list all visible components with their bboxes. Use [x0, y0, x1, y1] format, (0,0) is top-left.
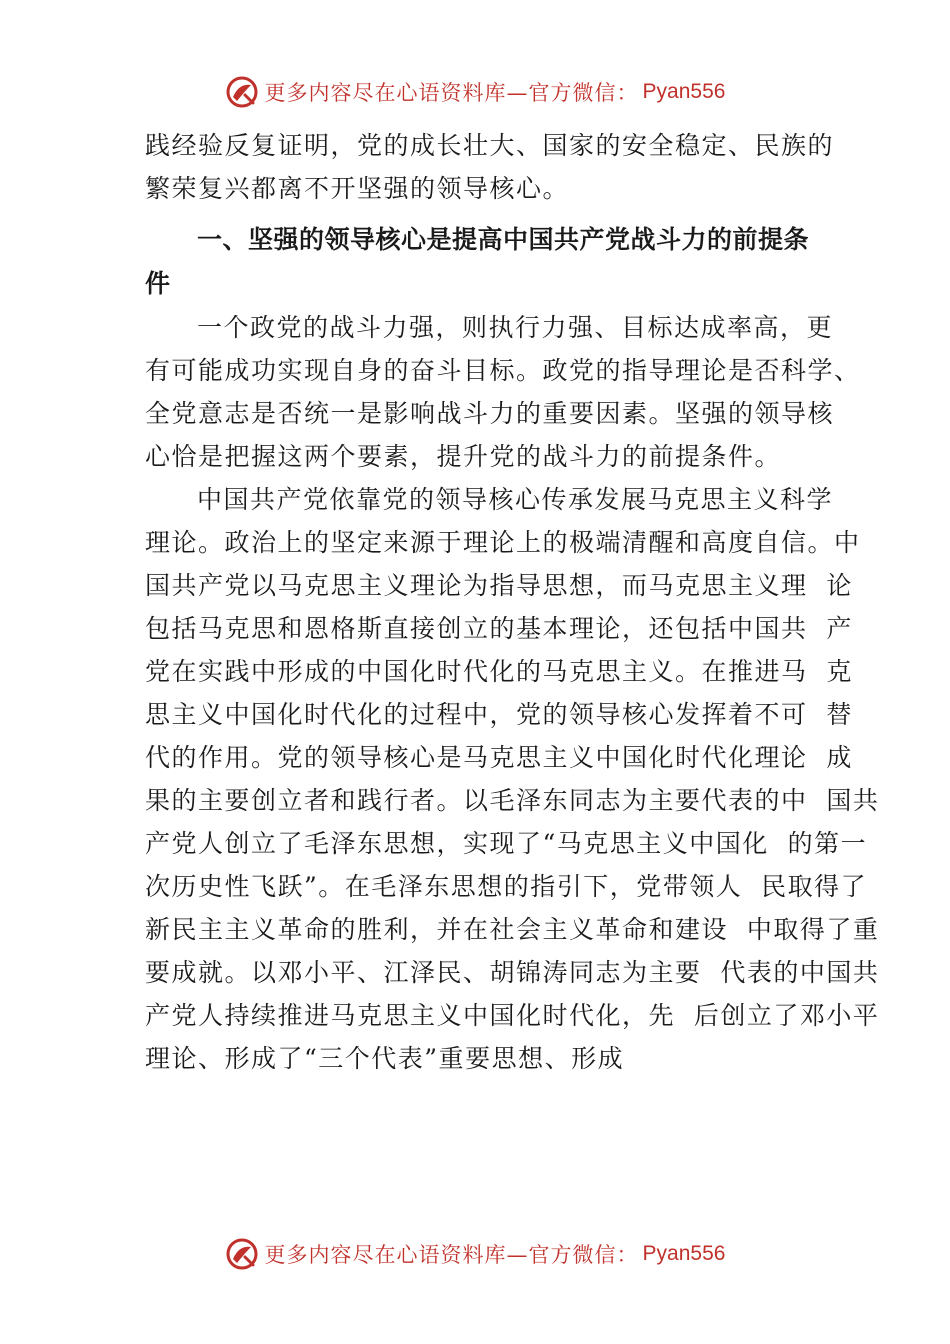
paragraph1-line-1: 一个政党的战斗力强，则执行力强、目标达成率高，更 — [197, 313, 834, 342]
intro-line-1: 践经验反复证明，党的成长壮大、国家的安全稳定、民族的 — [145, 131, 835, 160]
paragraph2-line-9: 产党人创立了毛泽东思想，实现了“马克思主义中国化 的第一 — [145, 829, 868, 858]
watermark-text: 更多内容尽在心语资料库—官方微信： — [264, 81, 639, 105]
watermark-text: 更多内容尽在心语资料库—官方微信： — [264, 1243, 639, 1267]
paragraph2-line-4: 包括马克思和恩格斯直接创立的基本理论，还包括中国共 产 — [145, 614, 853, 643]
paragraph2-line-2: 理论。政治上的坚定来源于理论上的极端清醒和高度自信。中 — [145, 528, 861, 557]
paragraph2-line-5: 党在实践中形成的中国化时代化的马克思主义。在推进马 克 — [145, 657, 853, 686]
intro-line-2: 繁荣复兴都离不开坚强的领导核心。 — [145, 174, 570, 203]
watermark-handle: Pyan556 — [642, 1242, 726, 1265]
paragraph2-line-8: 果的主要创立者和践行者。以毛泽东同志为主要代表的中 国共 — [145, 786, 880, 815]
paragraph1-line-3: 全党意志是否统一是影响战斗力的重要因素。坚强的领导核 — [145, 399, 835, 428]
paragraph2-line-13: 产党人持续推进马克思主义中国化时代化，先 后创立了邓小平 — [145, 1001, 880, 1030]
footer-watermark — [0, 1232, 950, 1276]
section-heading-line-2: 件 — [145, 269, 171, 298]
paragraph2-line-14: 理论、形成了“三个代表”重要思想、形成 — [145, 1044, 625, 1073]
paragraph1-line-2: 有可能成功实现自身的奋斗目标。政党的指导理论是否科学、 — [145, 356, 861, 385]
paragraph1-line-4: 心恰是把握这两个要素，提升党的战斗力的前提条件。 — [145, 442, 782, 471]
paragraph2-line-7: 代的作用。党的领导核心是马克思主义中国化时代化理论 成 — [145, 743, 853, 772]
paragraph2-line-10: 次历史性飞跃”。在毛泽东思想的指引下，党带领人 民取得了 — [145, 872, 868, 901]
section-heading-line-1: 一、坚强的领导核心是提高中国共产党战斗力的前提条 — [197, 225, 810, 254]
paragraph2-line-11: 新民主主义革命的胜利，并在社会主义革命和建设 中取得了重 — [145, 915, 880, 944]
paragraph2-line-3: 国共产党以马克思主义理论为指导思想，而马克思主义理 论 — [145, 571, 853, 600]
paragraph2-line-6: 思主义中国化时代化的过程中，党的领导核心发挥着不可 替 — [145, 700, 853, 729]
paragraph2-line-12: 要成就。以邓小平、江泽民、胡锦涛同志为主要 代表的中国共 — [145, 958, 880, 987]
paragraph2-line-1: 中国共产党依靠党的领导核心传承发展马克思主义科学 — [197, 485, 834, 514]
header-watermark — [0, 70, 950, 114]
document-body — [145, 124, 880, 1080]
logo-icon — [225, 75, 259, 109]
watermark-handle: Pyan556 — [642, 80, 726, 103]
logo-icon — [225, 1237, 259, 1271]
